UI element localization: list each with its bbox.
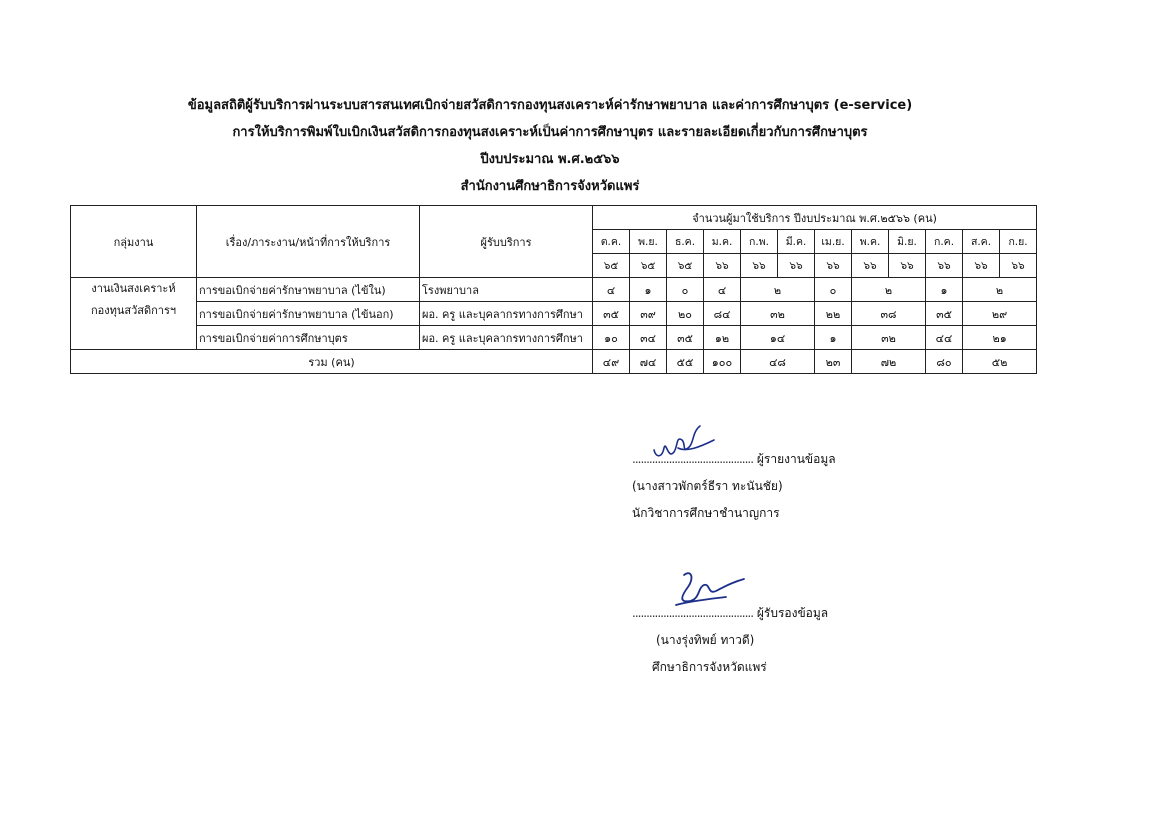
statistics-table	[70, 205, 1037, 374]
value-cell: ๒๙	[963, 302, 1037, 326]
year-label: ๖๖	[926, 254, 963, 278]
year-label: ๖๖	[852, 254, 889, 278]
value-cell: ๓๕	[593, 302, 630, 326]
value-cell: ๒	[852, 278, 926, 302]
value-cell: ๐	[667, 278, 704, 302]
certifier-name: (นางรุ่งทิพย์ ทาวดี)	[656, 633, 755, 647]
value-cell: ๔	[704, 278, 741, 302]
group-label-line1: งานเงินสงเคราะห์	[91, 282, 176, 295]
header-months-title: จำนวนผู้มาใช้บริการ ปีงบประมาณ พ.ศ.๒๕๖๖ (คน)	[593, 206, 1037, 230]
total-cell: ๕๒	[963, 350, 1037, 374]
total-cell: ๗๔	[630, 350, 667, 374]
value-cell: ๓๘	[852, 302, 926, 326]
year-label: ๖๕	[593, 254, 630, 278]
year-label: ๖๖	[1000, 254, 1037, 278]
value-cell: ๓๒	[852, 326, 926, 350]
value-cell: ๔	[593, 278, 630, 302]
recipient-cell: ผอ. ครู และบุคลากรทางการศึกษา	[420, 326, 593, 350]
value-cell: ๑	[630, 278, 667, 302]
value-cell: ๓๙	[630, 302, 667, 326]
reporter-position: นักวิชาการศึกษาชำนาญการ	[632, 506, 780, 520]
document-heading	[0, 92, 1100, 200]
month-label: ก.ย.	[1000, 230, 1037, 254]
month-label: มี.ค.	[778, 230, 815, 254]
header-group: กลุ่มงาน	[71, 206, 197, 278]
value-cell: ๑๒	[704, 326, 741, 350]
year-label: ๖๕	[667, 254, 704, 278]
task-cell: การขอเบิกจ่ายค่ารักษาพยาบาล (ไข้ใน)	[197, 278, 420, 302]
group-label-line2: กองทุนสวัสดิการฯ	[90, 304, 177, 317]
certifier-role: ผู้รับรองข้อมูล	[756, 606, 829, 620]
year-label: ๖๖	[778, 254, 815, 278]
value-cell: ๓๒	[741, 302, 815, 326]
value-cell: ๓๕	[926, 302, 963, 326]
value-cell: ๒๐	[667, 302, 704, 326]
value-cell: ๑	[815, 326, 852, 350]
reporter-role: ผู้รายงานข้อมูล	[756, 452, 836, 466]
value-cell: ๒	[741, 278, 815, 302]
value-cell: ๒๒	[815, 302, 852, 326]
certifier-position: ศึกษาธิการจังหวัดแพร่	[652, 660, 767, 674]
total-cell: ๕๕	[667, 350, 704, 374]
total-label: รวม (คน)	[71, 350, 593, 374]
value-cell: ๒๑	[963, 326, 1037, 350]
header-recipient: ผู้รับบริการ	[420, 206, 593, 278]
year-label: ๖๕	[630, 254, 667, 278]
value-cell: ๐	[815, 278, 852, 302]
total-cell: ๔๘	[741, 350, 815, 374]
heading-office: สำนักงานศึกษาธิการจังหวัดแพร่	[460, 179, 640, 194]
month-label: ธ.ค.	[667, 230, 704, 254]
value-cell: ๒	[963, 278, 1037, 302]
total-row	[71, 350, 1037, 374]
year-label: ๖๖	[889, 254, 926, 278]
recipient-cell: โรงพยาบาล	[420, 278, 593, 302]
total-cell: ๔๙	[593, 350, 630, 374]
month-label: ก.ค.	[926, 230, 963, 254]
month-label: ส.ค.	[963, 230, 1000, 254]
value-cell: ๘๔	[704, 302, 741, 326]
year-label: ๖๖	[815, 254, 852, 278]
table-row	[71, 302, 1037, 326]
total-cell: ๒๓	[815, 350, 852, 374]
table-row	[71, 278, 1037, 302]
table-row	[71, 326, 1037, 350]
year-label: ๖๖	[741, 254, 778, 278]
total-cell: ๑๐๐	[704, 350, 741, 374]
month-label: มิ.ย.	[889, 230, 926, 254]
value-cell: ๑๔	[741, 326, 815, 350]
value-cell: ๑๐	[593, 326, 630, 350]
task-cell: การขอเบิกจ่ายค่าการศึกษาบุตร	[197, 326, 420, 350]
reporter-name: (นางสาวพักตร์ธีรา ทะนันชัย)	[632, 479, 783, 493]
year-label: ๖๖	[704, 254, 741, 278]
reporter-block	[632, 446, 836, 527]
total-cell: ๗๒	[852, 350, 926, 374]
heading-line-2: การให้บริการพิมพ์ใบเบิกเงินสวัสดิการกองทุนสงเคราะห์เป็นค่าการศึกษาบุตร และรายละเอียดเกี่ยวกับการศึกษาบุตร	[232, 125, 868, 140]
month-label: ต.ค.	[593, 230, 630, 254]
signature-line: ...........................................	[632, 606, 754, 620]
month-label: เม.ย.	[815, 230, 852, 254]
recipient-cell: ผอ. ครู และบุคลากรทางการศึกษา	[420, 302, 593, 326]
group-cell	[71, 278, 197, 350]
total-cell: ๘๐	[926, 350, 963, 374]
month-label: ก.พ.	[741, 230, 778, 254]
value-cell: ๑	[926, 278, 963, 302]
heading-fiscal-year: ปีงบประมาณ พ.ศ.๒๕๖๖	[480, 152, 620, 167]
month-label: พ.ค.	[852, 230, 889, 254]
heading-line-1: ข้อมูลสถิติผู้รับบริการผ่านระบบสารสนเทศเบิกจ่ายสวัสดิการกองทุนสงเคราะห์ค่ารักษาพยาบาล และค่าการศึกษาบุตร (e-service)	[187, 98, 913, 113]
signature-line: ...........................................	[632, 452, 754, 466]
value-cell: ๓๔	[630, 326, 667, 350]
month-label: ม.ค.	[704, 230, 741, 254]
value-cell: ๓๕	[667, 326, 704, 350]
month-label: พ.ย.	[630, 230, 667, 254]
year-label: ๖๖	[963, 254, 1000, 278]
value-cell: ๔๔	[926, 326, 963, 350]
header-task: เรื่อง/ภาระงาน/หน้าที่การให้บริการ	[197, 206, 420, 278]
certifier-block	[632, 600, 828, 681]
task-cell: การขอเบิกจ่ายค่ารักษาพยาบาล (ไข้นอก)	[197, 302, 420, 326]
